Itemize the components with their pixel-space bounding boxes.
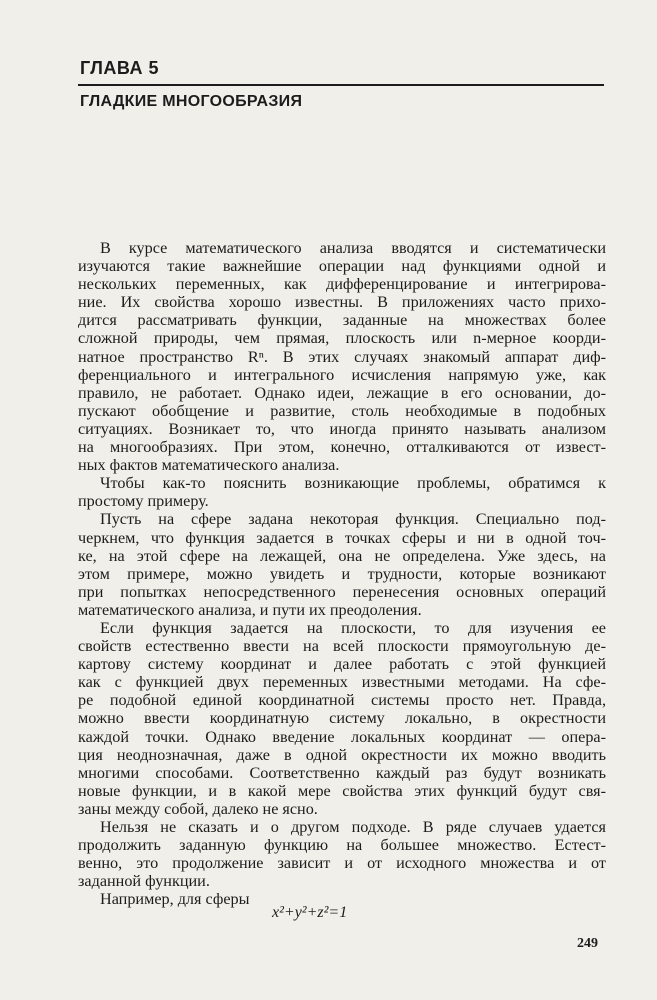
text-line: ных фактов математического анализа.: [78, 456, 340, 475]
text-line: натное пространство Rⁿ. В этих случаях знакомый аппарат диф-: [78, 347, 606, 366]
text-line: ция неоднозначная, даже в одной окрестности их можно вводить: [78, 745, 606, 764]
text-line: сложной природы, чем прямая, плоскость или n-мерное коорди-: [78, 329, 606, 348]
text-line: многими способами. Соответственно каждый раз будут возникать: [78, 763, 606, 782]
paragraph: [78, 239, 606, 474]
text-line: изучаются такие важнейшие операции над функциями одной и: [78, 257, 606, 276]
text-line: свойств естественно ввести на всей плоскости прямоугольную де-: [78, 637, 606, 656]
text-line: правило, не работает. Однако идеи, лежащие в его основании, до-: [78, 383, 606, 402]
text-line: картову систему координат и далее работать с этой функцией: [78, 655, 606, 674]
text-line: черкнем, что функция задается в точках сферы и ни в одной точ-: [78, 528, 606, 547]
text-line: как с функцией двух переменных известными методами. На сфе-: [78, 673, 606, 692]
text-line: на многообразиях. При этом, конечно, отталкиваются от извест-: [78, 438, 606, 457]
text-line: простому примеру.: [78, 492, 209, 511]
text-line: заны между собой, далеко не ясно.: [78, 799, 318, 818]
text-line: математического анализа, и пути их преодоления.: [78, 600, 422, 619]
chapter-title: ГЛАДКИЕ МНОГООБРАЗИЯ: [80, 93, 303, 110]
text-line: этом примере, можно увидеть и трудности, которые возникают: [78, 564, 606, 583]
text-line: ситуациях. Возникает то, что иногда принято называть анализом: [78, 419, 606, 438]
sphere-equation: x²+y²+z²=1: [272, 904, 348, 921]
text-line: Например, для сферы: [100, 890, 250, 909]
paragraph: [78, 474, 606, 510]
text-line: Чтобы как-то пояснить возникающие проблемы, обратимся к: [100, 474, 606, 493]
text-line: В курсе математического анализа вводятся и систематически: [100, 239, 606, 257]
page-number: 249: [577, 936, 598, 951]
header-rule: [78, 84, 604, 86]
text-line: новые функции, и в какой мере свойства этих функций будут свя-: [78, 781, 606, 800]
paragraph: [78, 818, 606, 890]
text-line: продолжить заданную функцию на большее множество. Естест-: [78, 836, 606, 855]
body-text: [78, 239, 606, 908]
text-line: при попытках непосредственного перенесения основных операций: [78, 582, 606, 601]
text-line: заданной функции.: [78, 872, 210, 891]
paragraph: [78, 619, 606, 818]
text-line: ние. Их свойства хорошо известны. В приложениях часто прихо-: [78, 293, 606, 312]
text-line: можно ввести координатную систему локально, в окрестности: [78, 709, 606, 728]
text-line: ре подобной единой координатной системы просто нет. Правда,: [78, 691, 606, 710]
text-line: пускают обобщение и развитие, столь необходимые в подобных: [78, 401, 606, 420]
chapter-label: ГЛАВА 5: [80, 58, 159, 78]
text-line: Пусть на сфере задана некоторая функция. Специально под-: [100, 510, 606, 529]
paragraph: [78, 510, 606, 619]
text-line: Если функция задается на плоскости, то для изучения ее: [100, 618, 606, 637]
text-line: Нельзя не сказать и о другом подходе. В ряде случаев удается: [100, 818, 606, 836]
text-line: ференциального и интегрального исчисления напрямую уже, как: [78, 365, 606, 384]
text-line: ке, на этой сфере на лежащей, она не определена. Уже здесь, на: [78, 546, 606, 565]
text-line: венно, это продолжение зависит и от исходного множества и от: [78, 854, 606, 873]
text-line: нескольких переменных, как дифференцирование и интегрирова-: [78, 275, 606, 294]
text-line: каждой точки. Однако введение локальных координат — опера-: [78, 727, 606, 746]
text-line: дится рассматривать функции, заданные на множествах более: [78, 311, 606, 330]
